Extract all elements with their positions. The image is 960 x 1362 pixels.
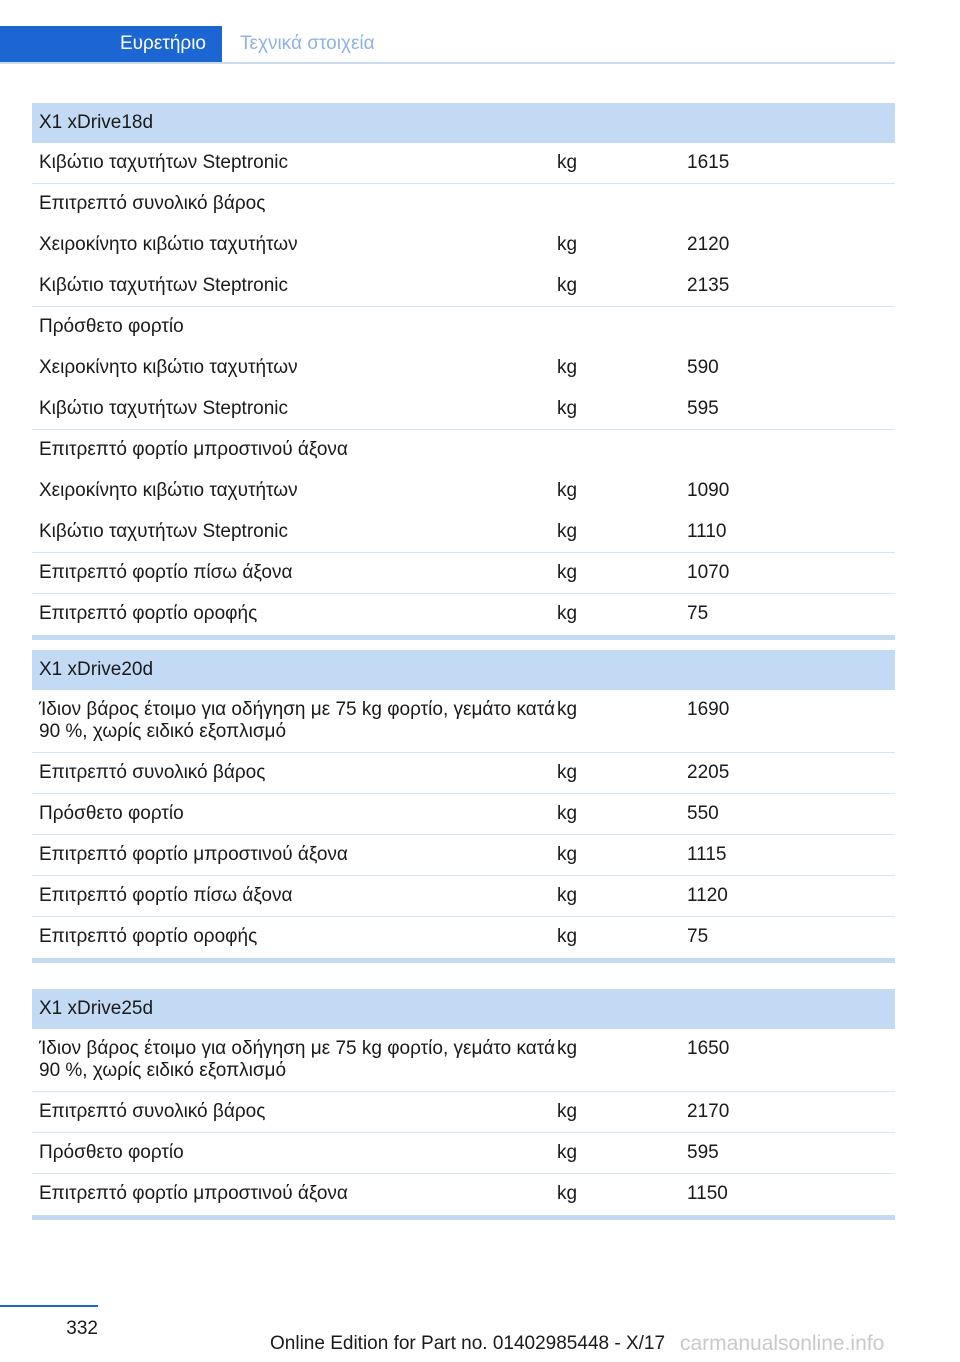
row-label: Επιτρεπτό φορτίο μπροστινού άξονα [39,844,348,865]
row-unit: kg [557,1183,578,1204]
row-value: 2120 [687,234,730,255]
row-label: Επιτρεπτό φορτίο οροφής [39,603,258,624]
section-title: X1 xDrive18d [32,103,895,143]
row-unit: kg [557,562,578,583]
row-unit [557,430,687,470]
row-unit: kg [557,357,578,378]
row-unit: kg [557,603,578,624]
table-row [32,143,895,184]
row-value: 1070 [687,562,730,583]
table-row [32,690,895,753]
table-row [32,184,895,225]
row-value: 590 [687,357,719,378]
page-number: 332 [66,1318,98,1339]
table-row [32,1092,895,1133]
table-row [32,225,895,266]
page-number-rule [0,1305,98,1307]
row-label: Επιτρεπτό φορτίο πίσω άξονα [39,562,293,583]
spec-table-xdrive18d [32,103,895,640]
row-unit: kg [557,1142,578,1163]
table-row [32,835,895,876]
row-label: Πρόσθετο φορτίο [39,316,184,337]
row-unit: kg [557,885,578,906]
watermark: carmanualsonline.info [680,1332,885,1355]
table-row [32,348,895,389]
row-value: 2170 [687,1101,730,1122]
edition-footer: Online Edition for Part no. 01402985448 - X/17 [270,1333,666,1354]
table-row [32,553,895,594]
row-value [687,184,895,224]
row-label: Επιτρεπτό συνολικό βάρος [39,1101,266,1122]
row-label: Επιτρεπτό φορτίο οροφής [39,926,258,947]
section-bottom-rule [32,635,895,640]
tab-bar [0,26,895,64]
row-value [687,307,895,347]
row-value: 1615 [687,152,730,173]
row-unit: kg [557,234,578,255]
row-label: Κιβώτιο ταχυτήτων Steptronic [39,398,289,419]
row-label: Πρόσθετο φορτίο [39,803,184,824]
row-unit: kg [557,152,578,173]
row-value: 1110 [687,521,727,542]
row-value: 1120 [687,885,728,906]
table-row [32,266,895,307]
row-label: Χειροκίνητο κιβώτιο ταχυτήτων [39,234,298,255]
tab-technical-data[interactable]: Τεχνικά στοιχεία [240,33,375,54]
row-value: 2135 [687,275,730,296]
row-value: 1650 [687,1038,730,1059]
row-label: Επιτρεπτό συνολικό βάρος [39,762,266,783]
row-label: Κιβώτιο ταχυτήτων Steptronic [39,275,289,296]
section-title: X1 xDrive20d [32,650,895,690]
row-unit: kg [557,1038,578,1059]
row-value: 1090 [687,480,730,501]
row-unit: kg [557,699,578,720]
row-label: Πρόσθετο φορτίο [39,1142,184,1163]
section-bottom-rule [32,958,895,963]
row-unit: kg [557,521,578,542]
table-row [32,1133,895,1174]
row-label: Κιβώτιο ταχυτήτων Steptronic [39,152,289,173]
row-unit: kg [557,480,578,501]
row-label: Επιτρεπτό φορτίο πίσω άξονα [39,885,293,906]
table-row [32,389,895,430]
row-label: Χειροκίνητο κιβώτιο ταχυτήτων [39,357,298,378]
table-row [32,512,895,553]
spec-table-xdrive25d [32,989,895,1220]
table-row [32,1029,895,1092]
row-unit: kg [557,275,578,296]
row-label: Κιβώτιο ταχυτήτων Steptronic [39,521,289,542]
table-row [32,307,895,348]
row-value: 595 [687,1142,719,1163]
spec-table-xdrive20d [32,650,895,963]
table-row [32,471,895,512]
section-bottom-rule [32,1215,895,1220]
tab-index[interactable]: Ευρετήριο [0,26,222,62]
row-unit: kg [557,803,578,824]
table-row [32,1174,895,1215]
row-label: Επιτρεπτό συνολικό βάρος [39,193,266,214]
row-unit: kg [557,762,578,783]
row-label: Επιτρεπτό φορτίο μπροστινού άξονα [39,439,348,460]
row-value: 1115 [687,844,727,865]
row-value: 1150 [687,1183,728,1204]
row-label: Επιτρεπτό φορτίο μπροστινού άξονα [39,1183,348,1204]
row-value [687,430,895,470]
table-row [32,594,895,635]
row-unit: kg [557,1101,578,1122]
row-unit: kg [557,398,578,419]
row-value: 1690 [687,699,730,720]
row-value: 2205 [687,762,730,783]
row-label: Χειροκίνητο κιβώτιο ταχυτήτων [39,480,298,501]
table-row [32,753,895,794]
section-title: X1 xDrive25d [32,989,895,1029]
row-label: Ίδιον βάρος έτοιμο για οδήγηση με 75 kg φορτίο, γεμάτο κατά 90 %, χωρίς ειδικό εξοπλισμό [39,699,555,742]
table-row [32,430,895,471]
row-value: 75 [687,603,709,624]
row-value: 595 [687,398,719,419]
row-unit: kg [557,844,578,865]
row-value: 75 [687,926,709,947]
table-row [32,917,895,958]
row-unit: kg [557,926,578,947]
row-unit [557,307,687,347]
row-value: 550 [687,803,719,824]
row-label: Ίδιον βάρος έτοιμο για οδήγηση με 75 kg φορτίο, γεμάτο κατά 90 %, χωρίς ειδικό εξοπλισμό [39,1038,555,1081]
row-unit [557,184,687,224]
table-row [32,794,895,835]
table-row [32,876,895,917]
